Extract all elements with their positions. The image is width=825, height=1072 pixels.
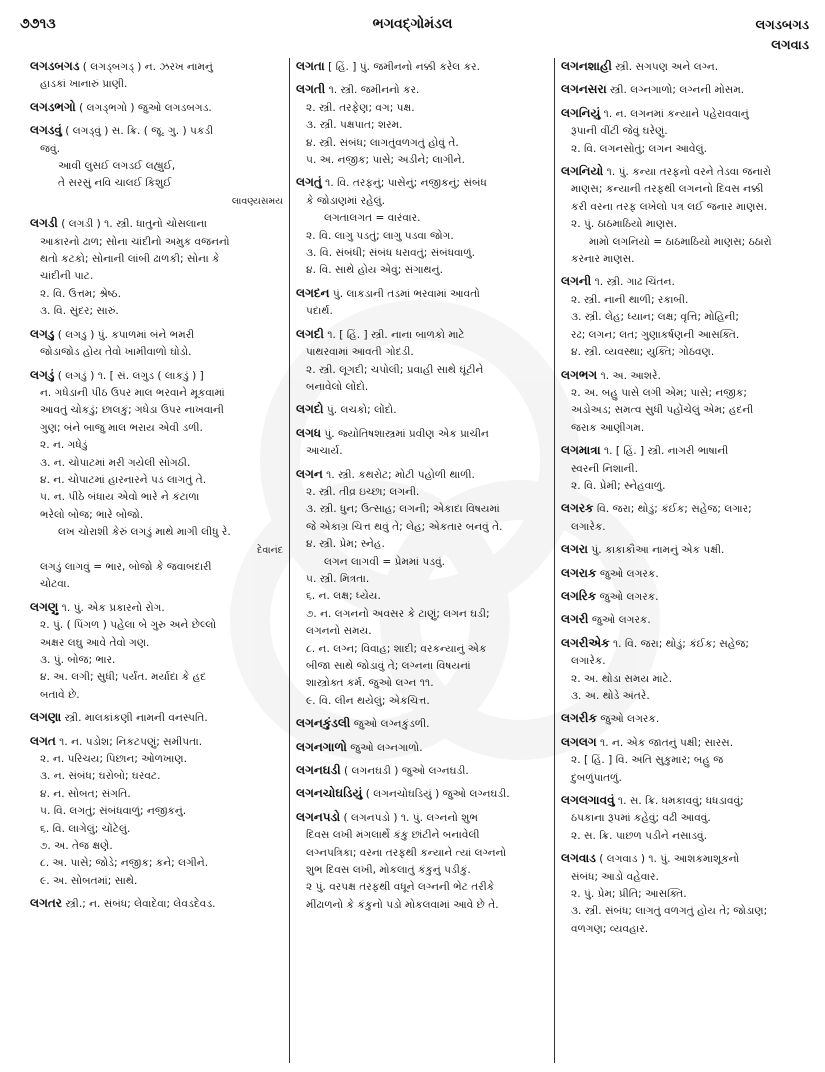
entry-headline: લગધ પું. જ્યોતિષશાસ્ત્રમાં પ્રવીણ એક પ્રાચીન [296, 425, 489, 440]
headword: લગરક [561, 501, 594, 516]
entry-headline: લગડી ( લગડી ) ૧. સ્ત્રી. ધાતુનો ચોસલાના [30, 216, 207, 231]
guide-word-last: લગવાડ [771, 38, 809, 53]
headword: લગત [30, 733, 56, 748]
continuation-line: દુબળુંપાતળું. [571, 771, 622, 784]
headword: લગલગ [561, 734, 597, 749]
headword: લગતી [296, 82, 326, 97]
continuation-line: આચાર્ય. [306, 445, 343, 458]
headword: લગદી [296, 326, 324, 341]
continuation-line: મીંઢાળનો કે કંકુનો પડો મોકલવામાં આવે છે તે. [306, 898, 499, 911]
continuation-line: કરનાર માણસ. [571, 253, 635, 266]
headword: લગરીએક [561, 635, 610, 650]
continuation-line: અડોઅડ; સમત્વ સુધી પહોંચેલું એમ; હદની [571, 404, 754, 417]
headword: લગદન [296, 285, 330, 300]
continuation-line: જવું. [40, 142, 60, 155]
sense-line: ૩. અ. થોડે અંતરે. [571, 690, 650, 702]
sense-line: ૨. વિ. પ્રેમી; સ્નેહવાળું. [571, 479, 666, 492]
entry-headline: લગનગાળો જુઓ લગ્નગાળો. [296, 739, 423, 754]
continuation-line: ભરેલો બોજ; ભારે બોજો. [40, 508, 144, 521]
dictionary-entry [296, 466, 548, 711]
headword: લગણા [30, 710, 62, 725]
entry-headline: લગનસરા સ્ત્રી. લગ્નગાળો; લગ્નની મોસમ. [561, 82, 745, 97]
headword: લગભગ [561, 367, 598, 382]
dictionary-entry [561, 588, 808, 606]
sense-line: ૪. અ. લગી; સુધી; પર્યંત. મર્યાદા કે હદ [40, 671, 207, 684]
headword: લગધ [296, 425, 322, 440]
sense-line: ૯. વિ. લીન થયેલું; એકચિત્ત. [306, 694, 430, 707]
sense-line: ૨. સ. ક્રિ. પાછળ પડીને નસાડવું. [571, 829, 707, 842]
continuation-line: લગારેક. [571, 520, 606, 533]
sense-line: ૨. ન. પરિચય; પિછાન; ઓળખાણ. [40, 753, 187, 766]
dictionary-entry [30, 215, 283, 320]
sense-line: ૪. વિ. સાથે હોય એવું; સંગાથનું. [306, 264, 443, 277]
sense-line: ૪. સ્ત્રી. વ્યવસ્થા; યુક્તિ; ગોઠવણ. [571, 346, 715, 359]
entry-headline: લગનચોઘડિયું ( લગનચોઘડિયું ) જુઓ લગ્નઘડી. [296, 786, 510, 801]
headword: લગનિયું [561, 105, 601, 120]
headword: લગરી [561, 612, 589, 627]
dictionary-columns [24, 58, 814, 1063]
dictionary-entry [561, 565, 808, 583]
headword: લગડી [30, 216, 58, 231]
continuation-line: લગ્નપત્રિકા; વરના તરફથી કન્યાને ત્યાં લગ્નનો [306, 846, 507, 859]
sense-line: ૬. ન. લક્ષ; ધ્યેય. [306, 590, 381, 603]
sense-line: ૨. પું. ઠાઠમાઠિયો માણસ. [571, 218, 678, 231]
sense-line: ૨. વિ. લાગુ પડતું; લાગુ પડવા જોગ. [306, 229, 454, 242]
sense-line: ૩. વિ. સંબંધી; સંબંધ ધરાવતું; સંબંધવાળું. [306, 247, 475, 260]
continuation-line: પદાર્થ. [306, 305, 333, 318]
sense-line: ૨. અ. થોડા સમય માટે. [571, 672, 673, 685]
sense-line: ૭. અ. તેજ ક્ષણે. [40, 840, 113, 853]
entry-headline: લગડવું ( લગડ્વું ) સ. ક્રિ. ( જૂ. ગુ. ) પકડી [30, 123, 214, 138]
continuation-line: રઢ; લગન; લત; ગુણાકર્ષણની આસક્તિ. [571, 328, 740, 341]
dictionary-entry [296, 739, 548, 757]
dictionary-entry [30, 895, 283, 913]
headword: લગનપડો [296, 809, 341, 824]
sense-line: ૨. પું. પ્રેમ; પ્રીતિ; આસક્તિ. [571, 888, 687, 901]
headword: લગની [561, 274, 592, 289]
headword: લગનકુંડલી [296, 716, 351, 731]
sense-line: ૨. [ હિં. ] વિ. અતિ સુકુમાર; બહુ જ [571, 754, 724, 767]
sense-line: ૨. ન. ગધેડું [40, 439, 88, 452]
sense-line: ૫. વિ. લગતું; સંબંધવાળું; નજીકનું. [40, 805, 187, 818]
headword: લગડું [30, 367, 55, 382]
entry-headline: લગતું ૧. વિ. તરફનું; પાસેનું; નજીકનું; સંબંધ [296, 175, 487, 190]
dictionary-entry [30, 122, 283, 210]
headword: લગન [296, 466, 323, 481]
entry-headline: લગલગ ૧. ન. એક જાતનું પક્ષી; સારસ. [561, 734, 734, 749]
sense-line: ૯. અ. સોબતમાં; સાથે. [40, 874, 138, 887]
sense-line: ૪. ન. સોબત; સંગતિ. [40, 787, 131, 800]
sense-line: ૩. ન. ચોપાટમાં મરી ગયેલી સોગઠી. [40, 456, 191, 469]
entry-headline: લગની ૧. સ્ત્રી. ગાઢ ચિંતન. [561, 274, 675, 289]
headword: લગનશાહી [561, 59, 612, 73]
entry-headline: લગલગાવવું ૧. સ. ક્રિ. ધમકાવવું; ધધડાવવું; [561, 793, 744, 808]
entry-headline: લગનિયું ૧. ન. લગનમાં કન્યાને પહેરાવવાનું [561, 105, 749, 120]
column-2 [290, 58, 555, 1063]
quotation-line: લખ ચોરાશી કેરું લગડું માથે માગી લીધુ રે. [58, 526, 231, 539]
dictionary-entry [30, 367, 283, 594]
entry-headline: લગડભગો ( લગડ્ભગો ) જુઓ લગડબગડ. [30, 99, 212, 114]
headword: લગડવું [30, 123, 62, 138]
entry-headline: લગતર સ્ત્રી.; ન. સંબંધ; લેવાદેવા; લેવડદેવડ. [30, 896, 216, 911]
entry-headline: લગન ૧. સ્ત્રી. કથરોટ; મોટી પહોળી થાળી. [296, 466, 475, 481]
dictionary-entry [296, 809, 548, 914]
page-number: ૭૭૧૩ [20, 16, 56, 32]
dictionary-entry [561, 541, 808, 559]
sense-line: ૪. સ્ત્રી. સંબંધ; લાગતુંવળગતું હોવું તે. [306, 136, 459, 149]
sense-line: ૨. સ્ત્રી. તરફેણ; વગ; પક્ષ. [306, 101, 415, 114]
entry-headline: લગરીએક ૧. વિ. જરા; થોડું; કંઈક; સહેજ; [561, 635, 749, 650]
dictionary-entry [30, 733, 283, 891]
continuation-line: સંબંધ; આડો વહેવાર. [571, 870, 659, 883]
column-1 [24, 58, 290, 1063]
sense-line: ૫. સ્ત્રી. મિત્રતા. [306, 572, 370, 585]
headword: લગનગાળો [296, 739, 347, 754]
headword: લગમાત્રા [561, 443, 601, 458]
headword: લગરિક [561, 588, 597, 603]
sense-line: ૪. ન. ચોપાટમાં હારનારને પડ લાગતું તે. [40, 473, 207, 486]
headword: લગનસરા [561, 82, 607, 97]
entry-headline: લગત ૧. ન. પડોશ; નિકટપણું; સમીપતા. [30, 733, 203, 748]
sense-line: ૨. સ્ત્રી. તીવ્ર ઇચ્છા; લગની. [306, 485, 420, 498]
entry-headline: લગતા [ હિં. ] પું. જમીનનો નક્કી કરેલ કર. [296, 59, 480, 73]
headword: લગલગાવવું [561, 793, 615, 808]
sense-line: ૨. અ. બહુ પાસે લગી એમ; પાસે; નજીક; [571, 386, 747, 399]
quotation-line: આવી લુસઈ લગડઈ લહ્યુઈ, [58, 160, 176, 173]
dictionary-entry [30, 709, 283, 727]
continuation-line: થતો કટકો; સોનાની લાંબી ઢાળકી; સોના કે [40, 253, 220, 266]
sense-line: ૩. ન. સંબંધ; ઘરોબો; ઘરવટ. [40, 770, 161, 783]
dictionary-entry [561, 710, 808, 728]
continuation-line: શુભ દિવસ લખી, મોકલાતું કંકુનું પડીકું. [306, 864, 471, 877]
column-3 [555, 58, 814, 1063]
continuation-line: લગનનો સમય. [306, 625, 372, 638]
sense-line: ૮. ન. લગ્ન; વિવાહ; શાદી; વરકન્યાનું એક [306, 642, 487, 655]
dictionary-entry [561, 792, 808, 845]
quotation-attribution: દેવાનંદ [257, 544, 283, 556]
headword: લગડુ [30, 326, 55, 341]
dictionary-entry [296, 785, 548, 803]
entry-headline: લગડું ( લગડું ) ૧. [ સં. લગુડ ( લાકડું ) ] [30, 367, 204, 382]
quotation-line: મામો લગનિયો = ઠાઠમાઠિયો માણસ; ઠઠારો [589, 235, 772, 248]
dictionary-entry [296, 285, 548, 321]
guide-words [755, 16, 809, 56]
continuation-line: આવતું ચોકડું; છાલકું; ગધેડા ઉપર નાખવાની [40, 404, 224, 417]
headword: લગરાક [561, 565, 597, 580]
dictionary-entry [296, 762, 548, 780]
entry-headline: લગરી જુઓ લગરક. [561, 612, 651, 627]
entry-headline: લગણા સ્ત્રી. માલકાંકણી નામની વનસ્પતિ. [30, 710, 208, 725]
dictionary-entry [30, 99, 283, 117]
dictionary-entry [561, 367, 808, 438]
dictionary-entry [561, 442, 808, 495]
headword: લગતર [30, 896, 62, 911]
sense-line: ૫. ન. પીઠે બંધાય એવો ભારે ને કંટાળા [40, 491, 200, 504]
continuation-line: ચાંદીની પાટ. [40, 270, 94, 283]
continuation-line: લગારેક. [571, 655, 606, 668]
continuation-line: દિવસ લખી મંગલાર્થે કંકુ છાંટીને બનાવેલી [306, 829, 480, 842]
quotation-line: લગતાલગત = વારંવાર. [324, 212, 421, 225]
entry-headline: લગનઘડી ( લગનઘડી ) જુઓ લગ્નઘડી. [296, 763, 469, 778]
continuation-line: બતાવે છે. [40, 688, 80, 701]
quotation-attribution: લાવણ્યસમય [231, 195, 283, 207]
continuation-line: પાથરવામાં આવતી ગોદડી. [306, 346, 414, 359]
headword: લગનઘડી [296, 763, 341, 778]
dictionary-entry [561, 611, 808, 629]
quotation-line: તે સરસું નવિ ચાલઈ કિશુઈ [58, 177, 172, 190]
headword: લગડબગડ [30, 59, 80, 73]
entry-headline: લગનપડો ( લગનપડો ) ૧. પું. લગ્નનો શુભ [296, 809, 478, 824]
entry-headline: લગવાડ ( લગવાડ ) ૧. પું. આશકમાશૂકનો [561, 851, 740, 866]
continuation-line: ગુણ; બંને બાજુ માલ ભરાય એવી ડળી. [40, 421, 203, 434]
sense-line: ૨. સ્ત્રી. નાની થાળી; રકાબી. [571, 293, 689, 306]
headword: લગણુ [30, 599, 59, 614]
dictionary-entry [296, 326, 548, 397]
dictionary-entry [296, 715, 548, 733]
entry-headline: લગનકુંડલી જુઓ લગ્નકુંડળી. [296, 716, 430, 731]
dictionary-entry [296, 58, 548, 76]
dictionary-entry [561, 635, 808, 706]
sense-line: ૨. સ્ત્રી. લૂગદી; ચપોલી; પ્રવાહી સાથે ઘૂંટીને [306, 363, 484, 376]
continuation-line: હાડકાં ખાનારું પ્રાણી. [40, 78, 128, 91]
continuation-line: કરી વરના તરફ લખેલો પત્ર લઈ જનાર માણસ. [571, 200, 768, 213]
continuation-line: જરાક આણીગમ. [571, 421, 645, 434]
continuation-line: અક્ષર લઘુ આવે તેવો ગણ. [40, 636, 150, 649]
dictionary-entry [296, 174, 548, 279]
headword: લગતું [296, 175, 322, 190]
dictionary-entry [561, 500, 808, 536]
dictionary-entry [30, 326, 283, 362]
continuation-line: શાસ્ત્રોક્ત કર્મ. જુઓ લગ્ન ૧૧. [306, 677, 434, 690]
dictionary-entry [30, 58, 283, 94]
entry-headline: લગદી ૧. [ હિં. ] સ્ત્રી. નાના બાળકો માટે [296, 326, 465, 341]
continuation-line: ચોટવા. [40, 578, 70, 591]
continuation-line: જોડાજોડ હોય તેવો ખામીવાળો ઘોડો. [40, 346, 192, 359]
sense-line: ૪. સ્ત્રી. પ્રેમ; સ્નેહ. [306, 538, 385, 551]
dictionary-entry [561, 734, 808, 787]
sense-line: ૩. સ્ત્રી. લેહ; ધ્યાન; લક્ષ; વૃત્તિ; મોહિની; [571, 311, 739, 324]
continuation-line: બીજા સાથે જોડાવું તે; લગ્નના વિષયનાં [306, 660, 471, 672]
entry-headline: લગરક વિ. જરા; થોડું; કંઈક; સહેજ; લગાર; [561, 501, 752, 516]
continuation-line: ઠપકાના રૂપમાં કહેવું; વઢી આવવું. [571, 812, 711, 825]
sense-line: ૩. સ્ત્રી. ધુન; ઉત્સાહ; લગની; એકાદા વિષયમાં [306, 503, 500, 516]
sense-line: લગડું લાગવું = ભાર, બોજો કે જવાબદારી [40, 560, 212, 573]
dictionary-entry [561, 163, 808, 268]
continuation-line: રૂપાની વીંટી જેવું ઘરેણું. [571, 125, 668, 138]
headword: લગરીક [561, 711, 597, 726]
entry-headline: લગરાક જુઓ લગરક. [561, 565, 659, 580]
headword: લગડભગો [30, 99, 76, 114]
sense-line: ૭. ન. લગનનો અવસર કે ટાણું; લગન ઘડી; [306, 607, 490, 620]
book-title: ભગવદ્ગોમંડલ [372, 16, 453, 32]
continuation-line: બનાવેલો લોંદો. [306, 380, 369, 393]
dictionary-entry [561, 850, 808, 938]
entry-headline: લગનશાહી સ્ત્રી. સગપણ અને લગ્ન. [561, 59, 719, 73]
sense-line: ૫. અ. નજીક; પાસે; અડીને; લાગીને. [306, 154, 465, 167]
sense-line: ૩. સ્ત્રી. પક્ષપાત; શરમ. [306, 119, 403, 132]
dictionary-entry [296, 425, 548, 461]
headword: લગનચોઘડિયું [296, 786, 363, 801]
headword: લગવાડ [561, 851, 596, 866]
headword: લગનિયો [561, 164, 604, 179]
entry-headline: લગતી ૧. સ્ત્રી. જમીનનો કર. [296, 82, 420, 97]
entry-headline: લગરા પું. કાકાકૌઆ નામનું એક પક્ષી. [561, 542, 725, 557]
entry-headline: લગનિયો ૧. પું. કન્યા તરફનો વરને તેડવા જનારો [561, 164, 771, 179]
entry-headline: લગડબગડ ( લગડ્બગડ્ ) ન. ઝરખ નામનું [30, 59, 213, 73]
sense-line: ૨. વિ. ઉત્તમ; શ્રેષ્ઠ. [40, 287, 121, 300]
headword: લગરા [561, 542, 588, 557]
entry-headline: લગરિક જુઓ લગરક. [561, 588, 659, 603]
entry-headline: લગમાત્રા ૧. [ હિં. ] સ્ત્રી. નાગરી ભાષાની [561, 443, 729, 458]
sense-line: ૩. સ્ત્રી. સંબંધ; લાગતું વળગતું હોય તે; જોડાણ; [571, 905, 768, 918]
entry-headline: લગરીક જુઓ લગરક. [561, 711, 660, 726]
continuation-line: આકારનો ઢાળ; સોના ચાંદીનો અમુક વજનનો [40, 235, 230, 248]
dictionary-entry [561, 273, 808, 361]
sense-line: ૬. વિ. લાગેલું; ચોંટેલું. [40, 822, 131, 835]
dictionary-entry [30, 599, 283, 704]
entry-headline: લગણુ ૧. પું. એક પ્રકારનો રોગ. [30, 599, 165, 614]
entry-headline: લગભગ ૧. અ. આશરે. [561, 367, 661, 382]
headword: લગદો [296, 402, 324, 417]
continuation-line: ન. ગધેડાની પીઠ ઉપર માલ ભરવાને મૂકવામાં [40, 386, 225, 399]
dictionary-entry [561, 105, 808, 158]
quotation-line: લગન લાગવી = પ્રેમમાં પડવું. [324, 555, 446, 568]
dictionary-entry [561, 58, 808, 76]
sense-line: ૨. વિ. લગનસોતું; લગન આવેલું. [571, 142, 707, 155]
sense-line: ૩. વિ. સુંદર; સારું. [40, 305, 119, 318]
dictionary-entry [296, 401, 548, 419]
continuation-line: કે જોડાણમાં રહેલું. [306, 194, 385, 207]
continuation-line: સ્વરની નિશાની. [571, 462, 638, 475]
headword: લગતા [296, 59, 325, 73]
dictionary-entry [561, 81, 808, 99]
sense-line: ૮. અ. પાસે; જોડે; નજીક; કને; લગીને. [40, 857, 209, 870]
entry-headline: લગદન પું. લાકડાની તડમાં ભરવામાં આવતો [296, 285, 480, 300]
entry-headline: લગદો પું. લચકો; લોંદો. [296, 402, 397, 417]
continuation-line: માણસ; કન્યાની તરફથી લગનનો દિવસ નક્કી [571, 183, 764, 196]
entry-headline: લગડુ ( લગડુ ) પું. કપાળમાં બંને ભમરી [30, 326, 195, 341]
sense-line: ૨ પું. વરપક્ષ તરફથી વધૂને લગ્નની ભેટ તરીકે [306, 881, 495, 894]
guide-word-first: લગડબગડ [755, 18, 809, 33]
sense-line: ૩. પું. બોજ; ભાર. [40, 654, 116, 666]
sense-line: ૨. પું. ( પિંગળ ) પહેલા બે ગુરુ અને છેલ્લો [40, 619, 217, 632]
continuation-line: વળગણ; વ્યવહાર. [571, 922, 649, 935]
dictionary-entry [296, 81, 548, 169]
continuation-line: જે એકાગ્ર ચિત્ત થવું તે; લેહ; એકતાર બનવું તે. [306, 520, 503, 533]
page-header [0, 0, 825, 55]
